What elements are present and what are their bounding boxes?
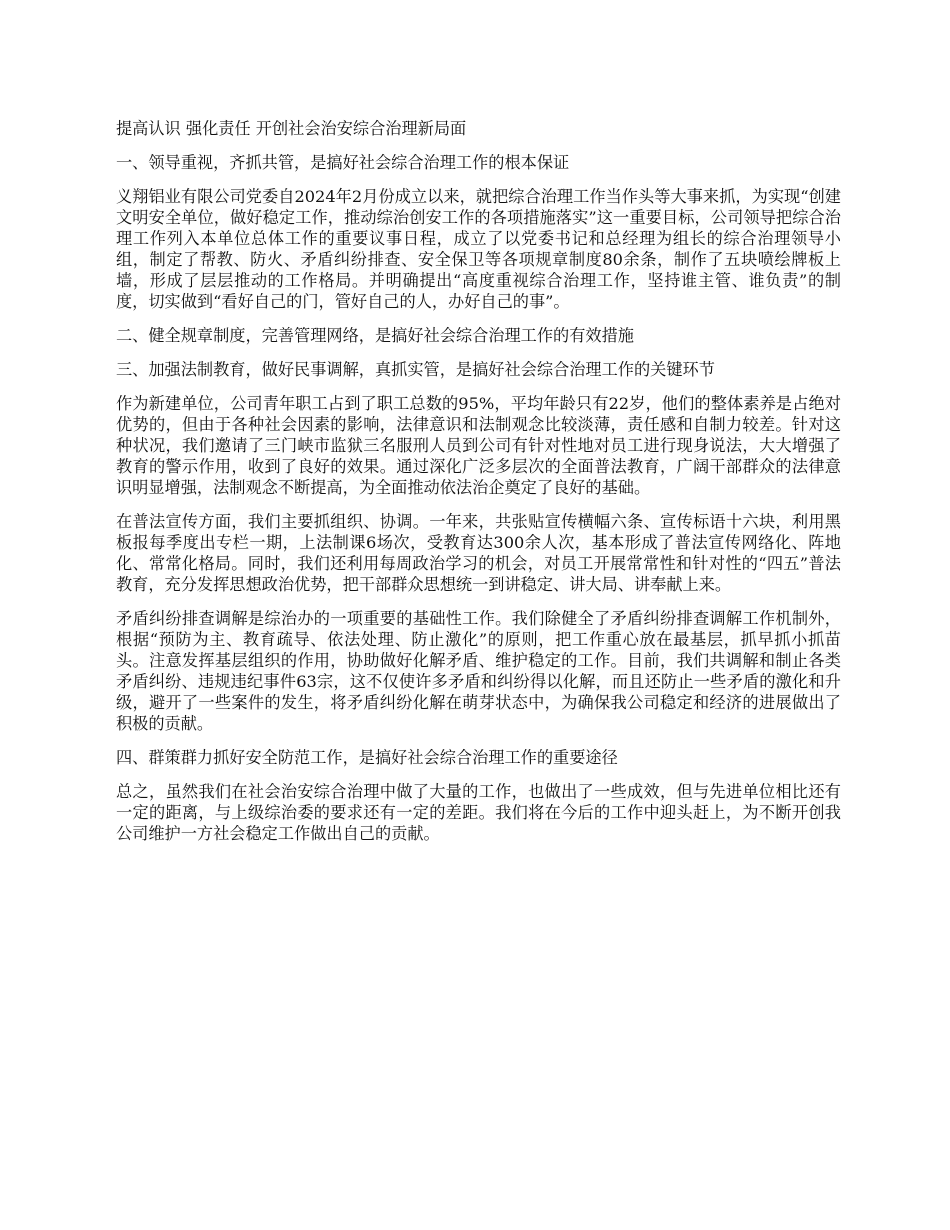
paragraph-4: 矛盾纠纷排查调解是综治办的一项重要的基础性工作。我们除健全了矛盾纠纷排查调解工作机制外，根据“预防为主、教育疏导、依法处理、防止激化”的原则，把工作重心放在最基层，抓早抓小抓苗头。注意发挥基层组织的作用，协助做好化解矛盾、维护稳定的工作。目前，我们共调解和制止各类矛盾纠纷、违规违纪事件63宗，这不仅使许多矛盾和纠纷得以化解，而且还防止一些矛盾的激化和升级，避开了一些案件的发生，将矛盾纠纷化解在萌芽状态中，为确保我公司稳定和经济的进展做出了积极的贡献。 xyxy=(116,609,841,733)
section-heading-2: 二、健全规章制度，完善管理网络，是搞好社会综合治理工作的有效措施 xyxy=(116,326,634,345)
document-title: 提高认识 强化责任 开创社会治安综合治理新局面 xyxy=(116,119,467,138)
section-heading-1: 一、领导重视，齐抓共管，是搞好社会综合治理工作的根本保证 xyxy=(116,153,570,172)
paragraph-1: 义翔铝业有限公司党委自2024年2月份成立以来，就把综合治理工作当作头等大事来抓，为实现“创建文明安全单位，做好稳定工作，推动综治创安工作的各项措施落实”这一重要目标，公司领导把综合治理工作列入本单位总体工作的重要议事日程，成立了以党委书记和总经理为组长的综合治理领导小组，制定了帮教、防火、矛盾纠纷排查、安全保卫等各项规章制度80余条，制作了五块喷绘牌板上墙，形成了层层推动的工作格局。并明确提出“高度重视综合治理工作，坚持谁主管、谁负责”的制度，切实做到“看好自己的门，管好自己的人，办好自己的事”。 xyxy=(116,187,841,311)
section-heading-4: 四、群策群力抓好安全防范工作，是搞好社会综合治理工作的重要途径 xyxy=(116,748,618,767)
section-heading-3: 三、加强法制教育，做好民事调解，真抓实管，是搞好社会综合治理工作的关键环节 xyxy=(116,360,715,379)
paragraph-2: 作为新建单位，公司青年职工占到了职工总数的95%，平均年龄只有22岁，他们的整体素养是占绝对优势的，但由于各种社会因素的影响，法律意识和法制观念比较淡薄，责任感和自制力较差。针对这种状况，我们邀请了三门峡市监狱三名服刑人员到公司有针对性地对员工进行现身说法，大大增强了教育的警示作用，收到了良好的效果。通过深化广泛多层次的全面普法教育，广阔干部群众的法律意识明显增强，法制观念不断提高，为全面推动依法治企奠定了良好的基础。 xyxy=(116,394,841,497)
paragraph-5: 总之，虽然我们在社会治安综合治理中做了大量的工作，也做出了一些成效，但与先进单位相比还有一定的距离，与上级综治委的要求还有一定的差距。我们将在今后的工作中迎头赶上，为不断开创我公司维护一方社会稳定工作做出自己的贡献。 xyxy=(116,782,841,843)
document-page xyxy=(116,118,841,857)
paragraph-3: 在普法宣传方面，我们主要抓组织、协调。一年来，共张贴宣传横幅六条、宣传标语十六块，利用黑板报每季度出专栏一期，上法制课6场次，受教育达300余人次，基本形成了普法宣传网络化、阵地化、常常化格局。同时，我们还利用每周政治学习的机会，对员工开展常常性和针对性的“四五”普法教育，充分发挥思想政治优势，把干部群众思想统一到讲稳定、讲大局、讲奉献上来。 xyxy=(116,512,841,594)
